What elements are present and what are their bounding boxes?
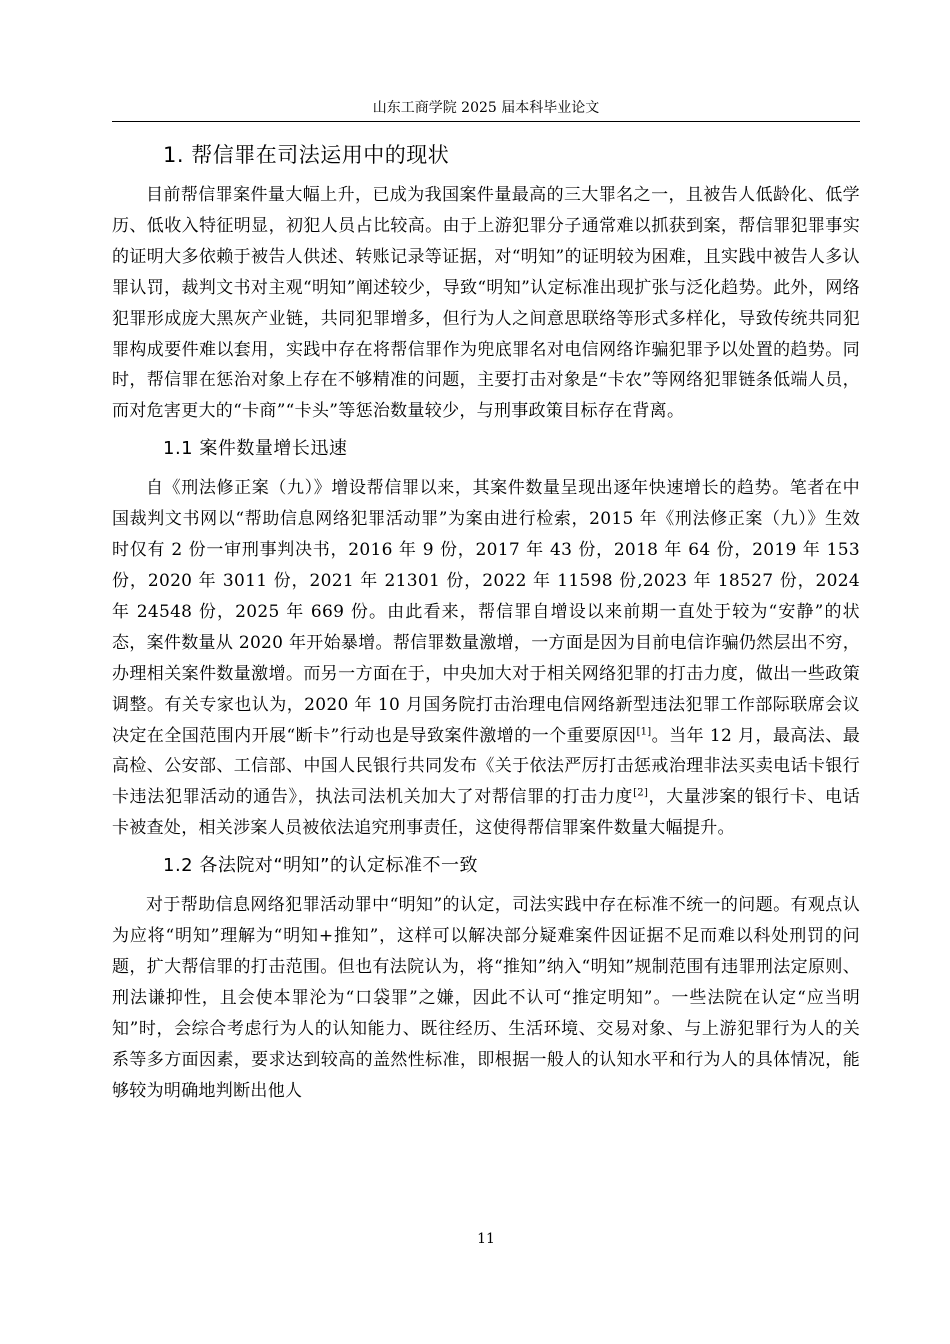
section-1-2-paragraph: 对于帮助信息网络犯罪活动罪中“明知”的认定，司法实践中存在标准不统一的问题。有观点认为应将“明知”理解为“明知+推知”，这样可以解决部分疑难案件因证据不足而难以科处刑罚的问题，扩大帮信罪的打击范围。但也有法院认为，将“推知”纳入“明知”规制范围有违罪刑法定原则、刑法谦抑性，且会使本罪沦为“口袋罪”之嫌，因此不认可“推定明知”。一些法院在认定“应当明知”时，会综合考虑行为人的认知能力、既往经历、生活环境、交易对象、与上游犯罪行为人的关系等多方面因素，要求达到较高的盖然性标准，即根据一般人的认知水平和行为人的具体情况，能够较为明确地判断出他人 [112, 895, 860, 1101]
section-heading-1: 1. 帮信罪在司法运用中的现状 [163, 143, 450, 167]
paragraph-text: 自《刑法修正案（九）》增设帮信罪以来，其案件数量呈现出逐年快速增长的趋势。笔者在中国裁判文书网以“帮助信息网络犯罪活动罪”为案由进行检索，2015 年《刑法修正案（九）》生效时仅有 2 份一审刑事判决书，2016 年 9 份，2017 年 43 份，2018 年 64 份，2019 年 153 份，2020 年 3011 份，2021 年 21301 份，2022 年 11598 份,2023 年 18527 份，2024 年 24548 份，2025 年 669 份。由此看来，帮信罪自增设以来前期一直处于较为“安静”的状态，案件数量从 2020 年开始暴增。帮信罪数量激增，一方面是因为目前电信诈骗仍然层出不穷，办理相关案件数量激增。而另一方面在于，中央加大对于相关网络犯罪的打击力度，做出一些政策调整。有关专家也认为，2020 年 10 月国务院打击治理电信网络新型违法犯罪工作部际联席会议决定在全国范围内开展“断卡”行动也是导致案件激增的一个重要原因 [112, 478, 860, 746]
paragraph-text: ，大量涉案的银行卡、电话卡被查处，相关涉案人员被依法追究刑事责任，这使得帮信罪案件数量大幅提升。 [112, 787, 861, 839]
section-heading-1-1: 1.1 案件数量增长迅速 [163, 438, 348, 460]
page-body [112, 140, 860, 1110]
citation-2[interactable]: [2] [633, 787, 649, 799]
section-1-paragraph: 目前帮信罪案件量大幅上升，已成为我国案件量最高的三大罪名之一，且被告人低龄化、低学历、低收入特征明显，初犯人员占比较高。由于上游犯罪分子通常难以抓获到案，帮信罪犯罪事实的证明大多依赖于被告人供述、转账记录等证据，对“明知”的证明较为困难，且实践中被告人多认罪认罚，裁判文书对主观“明知”阐述较少，导致“明知”认定标准出现扩张与泛化趋势。此外，网络犯罪形成庞大黑灰产业链，共同犯罪增多，但行为人之间意思联络等形式多样化，导致传统共同犯罪构成要件难以套用，实践中存在将帮信罪作为兜底罪名对电信网络诈骗犯罪予以处置的趋势。同时，帮信罪在惩治对象上存在不够精准的问题，主要打击对象是“卡农”等网络犯罪链条低端人员，而对危害更大的“卡商”“卡头”等惩治数量较少，与刑事政策目标存在背离。 [112, 185, 860, 422]
paragraph-text: 。当年 12 月，最高法、最高检、公安部、工信部、中国人民银行共同发布《关于依法严厉打击惩戒治理非法买卖电话卡银行卡违法犯罪活动的通告》，执法司法机关加大了对帮信罪的打击力度 [112, 725, 860, 808]
header-rule [112, 121, 860, 122]
citation-1[interactable]: [1] [636, 725, 652, 737]
section-heading-1-2: 1.2 各法院对“明知”的认定标准不一致 [163, 855, 478, 877]
running-header: 山东工商学院 2025 届本科毕业论文 [372, 100, 600, 116]
page-number: 11 [477, 1231, 495, 1247]
section-1-1-paragraph [112, 473, 860, 844]
